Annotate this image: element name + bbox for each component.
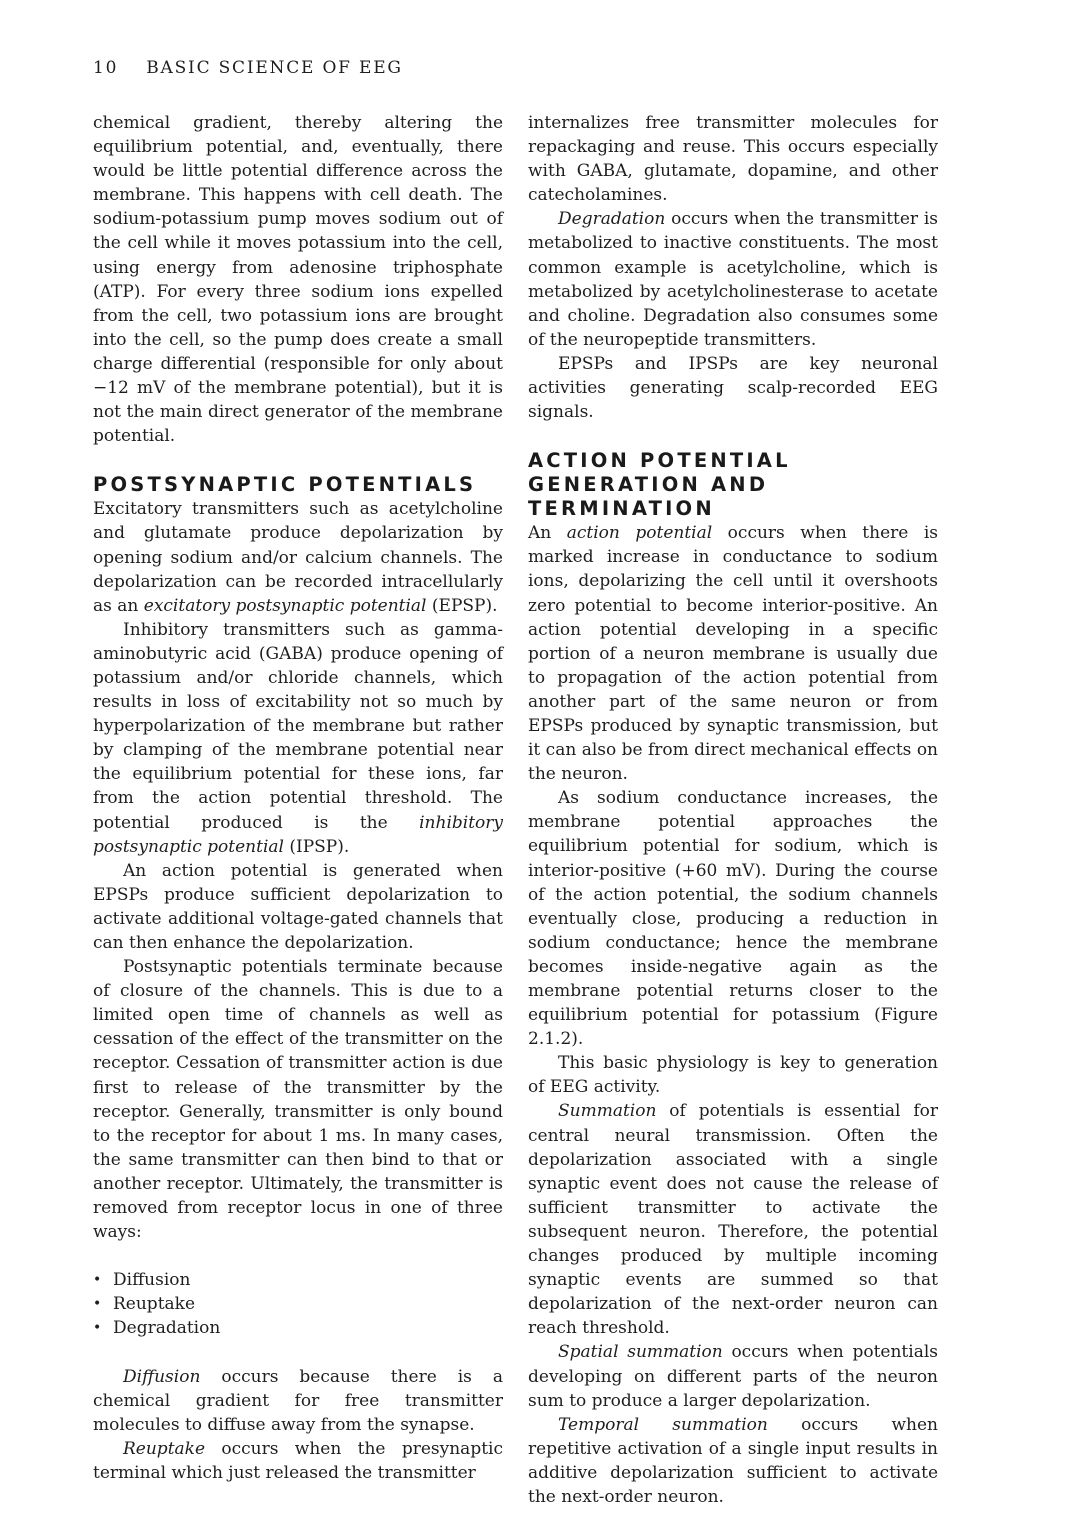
paragraph-termination: Postsynaptic potentials terminate because of closure of the channels. This is due to a limited open time of channels as well as cessation of the effect of the transmitter on the receptor. Cessation of transmitter action is due first to release of the transmitter by the receptor. Generally, transmitter is only bound to the receptor for about 1 ms. In many cases, the same transmitter can then bind to that or another receptor. Ultimately, the transmitter is removed from receptor locus in one of three ways: xyxy=(93,957,503,1243)
paragraph-spatial-summation: Spatial summation occurs when potentials developing on different parts of the neuron sum to produce a larger depolarization. xyxy=(528,1342,938,1411)
page-number: 10 xyxy=(93,58,119,78)
term-degradation: Degradation xyxy=(558,209,666,230)
running-head xyxy=(93,58,403,78)
term-reuptake: Reuptake xyxy=(123,1438,206,1459)
term-spatial-summation: Spatial summation xyxy=(558,1342,723,1363)
paragraph-degradation: Degradation occurs when the transmitter is metabolized to inactive constituents. The most common example is acetylcholine, which is metabolized by acetylcholinesterase to acetate and choline. Degradation also consumes some of the neuropeptide transmitters. xyxy=(528,209,938,350)
heading-postsynaptic-potentials: POSTSYNAPTIC POTENTIALS xyxy=(93,473,477,497)
list-item: • Degradation xyxy=(93,1316,503,1340)
term-epsp: excitatory postsynaptic potential xyxy=(143,595,427,616)
paragraph-inhibitory: Inhibitory transmitters such as gamma-aminobutyric acid (GABA) produce opening of potassium and/or chloride channels, which results in loss of excitability not so much by hyperpolarization of the membrane but rather by clamping of the membrane potential near the equilibrium potential for these ions, far from the action potential threshold. The potential produced is the inhibitory postsynaptic potential (IPSP). xyxy=(93,619,503,857)
paragraph-sodium-conductance: As sodium conductance increases, the membrane potential approaches the equilibrium potential for sodium, which is interior-positive (+60 mV). During the course of the action potential, the sodium channels eventually close, producing a reduction in sodium conductance; hence the membrane becomes inside-negative again as the membrane potential returns closer to the equilibrium potential for potassium (Figure 2.1.2). xyxy=(528,788,938,1050)
paragraph-diffusion: Diffusion occurs because there is a chemical gradient for free transmitter molecules to diffuse away from the synapse. xyxy=(93,1366,503,1435)
term-ipsp: inhibitory postsynaptic potential xyxy=(93,812,503,857)
paragraph-action-generated: An action potential is generated when EPSPs produce sufficient depolarization to activate additional voltage-gated channels that can then enhance the depolarization. xyxy=(93,860,503,953)
term-diffusion: Diffusion xyxy=(123,1366,201,1387)
list-item: • Diffusion xyxy=(93,1268,503,1292)
paragraph-summation: Summation of potentials is essential for central neural transmission. Often the depolarization associated with a single synaptic event does not cause the release of sufficient transmitter to activate the subsequent neuron. Therefore, the potential changes produced by multiple incoming synaptic events are summed so that depolarization of the next-order neuron can reach threshold. xyxy=(528,1101,938,1339)
right-column xyxy=(528,111,938,1509)
removal-ways-list xyxy=(93,1268,503,1340)
paragraph-action-potential: An action potential occurs when there is marked increase in conductance to sodium ions, depolarizing the cell until it overshoots zero potential to become interior-positive. An action potential developing in a specific portion of a neuron membrane is usually due to propagation of the action potential from another part of the same neuron or from EPSPs produced by synaptic transmission, but it can also be from direct mechanical effects on the neuron. xyxy=(528,523,938,785)
left-column xyxy=(93,111,503,1485)
paragraph-temporal-summation: Temporal summation occurs when repetitive activation of a single input results in additive depolarization sufficient to activate the next-order neuron. xyxy=(528,1414,938,1507)
term-summation: Summation xyxy=(558,1101,657,1122)
heading-action-potential: ACTION POTENTIAL GENERATION AND TERMINATION xyxy=(528,449,791,521)
paragraph-intro-continued: chemical gradient, thereby altering the equilibrium potential, and, eventually, there would be little potential difference across the membrane. This happens with cell death. The sodium-potassium pump moves sodium out of the cell while it moves potassium into the cell, using energy from adenosine triphosphate (ATP). For every three sodium ions expelled from the cell, two potassium ions are brought into the cell, so the pump does create a small charge differential (responsible for only about −12 mV of the membrane potential), but it is not the main direct generator of the membrane potential. xyxy=(93,113,503,447)
paragraph-reuptake: Reuptake occurs when the presynaptic terminal which just released the transmitter xyxy=(93,1438,503,1483)
paragraph-excitatory: Excitatory transmitters such as acetylcholine and glutamate produce depolarization by opening sodium and/or calcium channels. The depolarization can be recorded intracellularly as an excitatory postsynaptic potential (EPSP). xyxy=(93,499,503,616)
paragraph-epsp-ipsp: EPSPs and IPSPs are key neuronal activities generating scalp-recorded EEG signals. xyxy=(528,353,938,423)
paragraph-reuptake-continued: internalizes free transmitter molecules for repackaging and reuse. This occurs especially with GABA, glutamate, dopamine, and other catecholamines. xyxy=(528,113,938,206)
paragraph-basic-physiology: This basic physiology is key to generation of EEG activity. xyxy=(528,1053,938,1098)
running-title: BASIC SCIENCE OF EEG xyxy=(146,58,403,78)
list-item: • Reuptake xyxy=(93,1292,503,1316)
term-temporal-summation: Temporal summation xyxy=(558,1414,768,1435)
term-action-potential: action potential xyxy=(566,523,713,544)
